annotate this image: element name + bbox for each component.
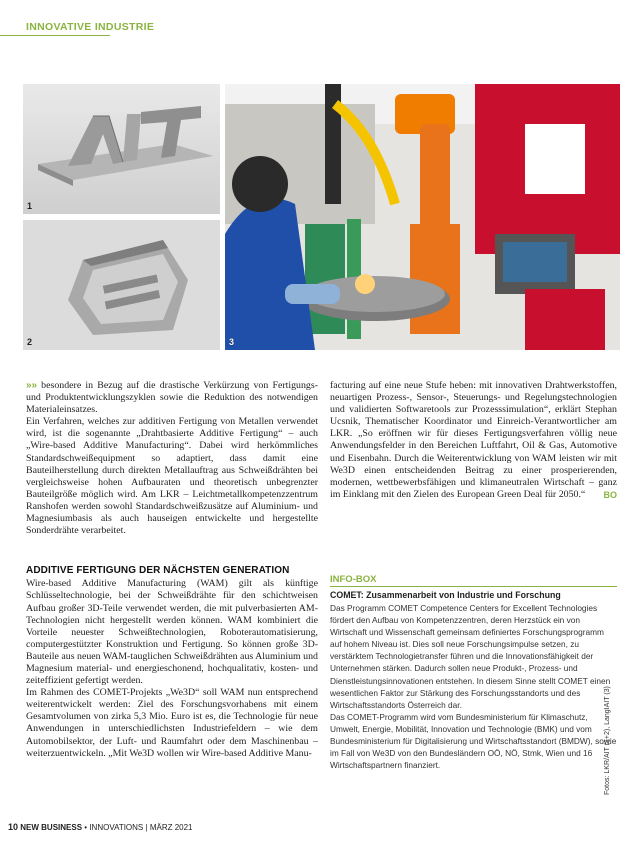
photo-number: 3: [229, 337, 235, 347]
subheading: ADDITIVE FERTIGUNG DER NÄCHSTEN GENERATION: [26, 565, 290, 577]
paragraph-text: besondere in Bezug auf die drastische Verkürzung von Fertigungs- und Produktentwicklungszyklen sowie die Reduktion des notwendigen Materialeinsatzes.: [26, 380, 318, 416]
page-footer: [8, 822, 193, 832]
info-box: [330, 574, 617, 771]
magazine-name: NEW BUSINESS: [20, 823, 83, 832]
article-right-column: [330, 380, 617, 501]
photo-credit: Fotos: LKR/AIT (1+2), LangIAIT (3): [604, 686, 611, 795]
author-initials: BO: [603, 489, 617, 500]
info-box-body: [330, 602, 617, 771]
info-box-paragraph: Das COMET-Programm wird vom Bundesministerium für Klimaschutz, Umwelt, Energie, Mobilität, Innovation und Technologie (BMK) und vom Bundesministerium für Digitalisierung und Wirtschaftsstandort (BMDW), sowie im Fall von We3D von den Bundesländern OÖ, NÖ, Stmk, Wien und 16 Wirtschaftspartnern finanziert.: [330, 711, 617, 771]
lead-paragraph: [26, 380, 318, 416]
photo-1: [23, 84, 220, 214]
issue-date: MÄRZ 2021: [149, 823, 193, 832]
paragraph: Im Rahmen des COMET-Projekts „We3D“ soll WAM nun entsprechend weiterentwickelt werden: Ziel des Forschungsvorhabens mit einem Gesamtvolumen von zirka 5,3 Mio. Euro ist es, die Technologie für neue Anwendungen in unterschiedlichsten Industriefeldern – wie dem Automobilsektor, der Luft- und Raumfahrt oder dem Maschinenbau – weiterzuentwickeln. „Mit We3D wollen wir Wire-based Additive Manu-: [26, 687, 318, 759]
info-box-label: INFO-BOX: [330, 574, 617, 587]
double-chevron-right-icon: »»: [26, 380, 37, 391]
paragraph: Ein Verfahren, welches zur additiven Fertigung von Metallen verwendet wird, ist die sogenannte „Drahtbasierte Additive Fertigung“ – auch „Wire-based Additive Manufacturing“. Dabei wird herkömmliches Standardschweißequipment so adaptiert, dass damit eine Bauteilherstellung durch direkten Metallauftrag aus Schweißdrähten bei vergleichsweise hohen Aufbauraten und theoretisch unbegrenzter Bauteilgröße möglich wird. Am LKR – Leichtmetallkompetenzzentrum Ranshofen werden sowohl Standardschweißzusätze auf Aluminium- und Magnesiumbasis als auch hauseigen entwickelte und hergestellte Sonderdrähte verarbeitet.: [26, 416, 318, 537]
paragraph: [330, 380, 617, 501]
paragraph: Wire-based Additive Manufacturing (WAM) gilt als künftige Schlüsseltechnologie, bei der Schweißdrähte für den schichtweisen Aufbau großer 3D-Teile verwendet werden, die mit pulverbasierten AM-Technologien nicht hergestellt werden können. WAM kombiniert die Vorteile neuester Schweißtechnologien, Roboterautomatisierung, computergestützter Konstruktion und Fertigung. So können große 3D-Bauteile aus neuen WAM-tauglichen Schweißdrähten aus Aluminium und Magnesium material- und energieschonend, hochqualitativ, kosten- und zeiteffizient gefertigt werden.: [26, 578, 318, 687]
footer-separator: •: [84, 823, 88, 832]
photo-number: 1: [27, 201, 33, 211]
paragraph-text: facturing auf eine neue Stufe heben: mit innovativen Drahtwerkstoffen, neuartigen Prozess-, Sensor-, Steuerungs- und Regelungstechnologien und validierten Softwaretools zur Prozesssimulation“, erklärt Stephan Ucsnik, Thematischer Koordinator und Einreich-Verantwortlicher am LKR. „So eröffnen wir für dieses Fertigungsverfahren völlig neue Anwendungsfelder in den Bereichen Luftfahrt, Oil & Gas, Automotive und Eisenbahn. Durch die Weiterentwicklung von WAM leisten wir mit We3D einen entscheidenden Beitrag zu einer prosperierenden, modernen, wettbewerbsfähigen und klimaneutralen Wirtschaft – ganz im Einklang mit den Zielen des European Green Deal für 2050.“: [330, 380, 617, 500]
section-label: INNOVATIVE INDUSTRIE: [26, 21, 155, 33]
footer-section: INNOVATIONS: [89, 823, 144, 832]
info-box-paragraph: Das Programm COMET Competence Centers for Excellent Technologies fördert den Aufbau von Kompetenzzentren, deren Herzstück ein von Wirtschaft und Wissenschaft gemeinsam definiertes Forschungsprogramm auf hohem Niveau ist. Dies soll neue Forschungsimpulse setzen, zu verstärktem Technologietransfer führen und die Innovationsfähigkeit der Unternehmen stärken. Dadurch sollen neue Produkt-, Prozess- und Dienstleistungsinnovationen entstehen. In diesem Sinne stellt COMET einen wesentlichen Faktor zur Stärkung des Forschungsstandorts und des Wirtschaftsstandorts Österreich dar.: [330, 603, 611, 710]
info-box-title: COMET: Zusammenarbeit von Industrie und Forschung: [330, 590, 561, 600]
photo-2: [23, 220, 220, 350]
photo-number: 2: [27, 337, 33, 347]
footer-divider: |: [145, 823, 148, 832]
section-rule: [0, 35, 110, 36]
article-left-column: [26, 380, 318, 760]
photo-3: [225, 84, 620, 350]
page-number: 10: [8, 822, 19, 832]
